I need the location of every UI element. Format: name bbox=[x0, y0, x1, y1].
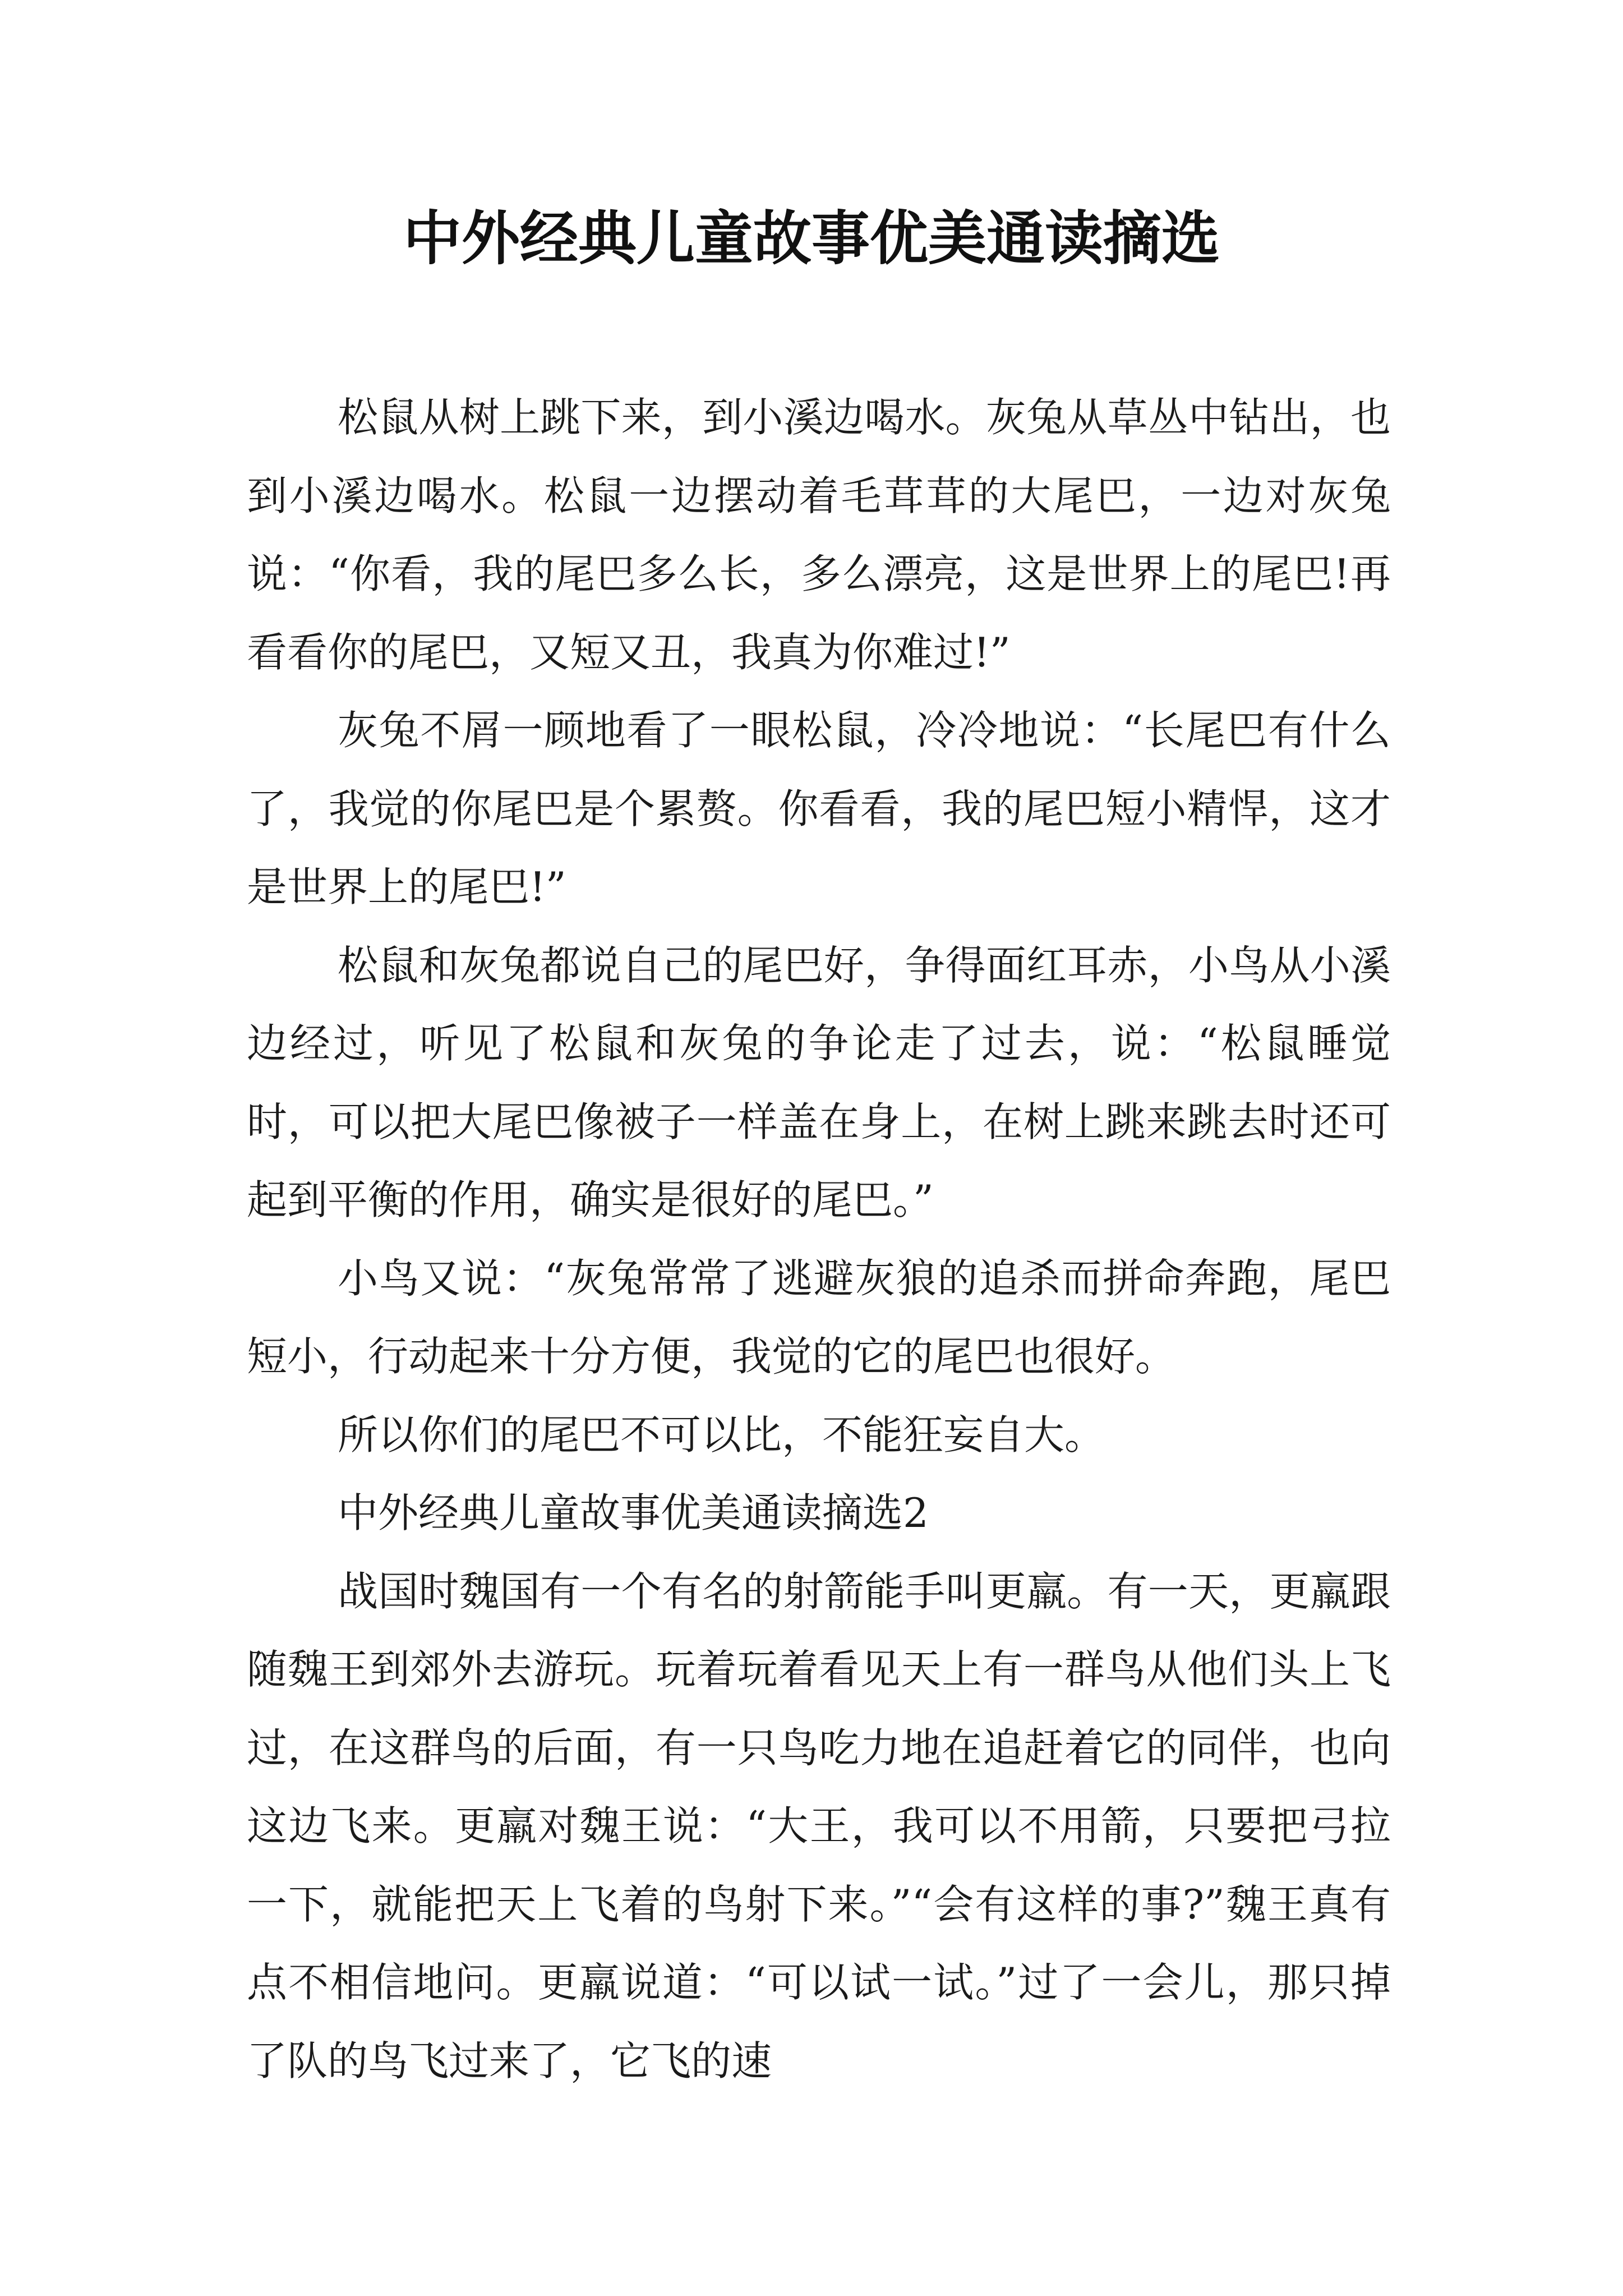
paragraph: 战国时魏国有一个有名的射箭能手叫更羸。有一天，更羸跟随魏王到郊外去游玩。玩着玩着看见天上有一群鸟从他们头上飞过，在这群鸟的后面，有一只鸟吃力地在追赶着它的同伴，也向这边飞来。更羸对魏王说：“大王，我可以不用箭，只要把弓拉一下，就能把天上飞着的鸟射下来。”“会有这样的事?”魏王真有点不相信地问。更羸说道：“可以试一试。”过了一会儿，那只掉了队的鸟飞过来了，它飞的速 bbox=[247, 1567, 1391, 2085]
paragraph: 灰兔不屑一顾地看了一眼松鼠，冷冷地说：“长尾巴有什么了，我觉的你尾巴是个累赘。你看看，我的尾巴短小精悍，这才是世界上的尾巴!” bbox=[247, 707, 1391, 910]
document-title: 中外经典儿童故事优美通读摘选 bbox=[403, 204, 1220, 273]
paragraph: 所以你们的尾巴不可以比，不能狂妄自大。 bbox=[338, 1411, 1105, 1458]
paragraph: 松鼠从树上跳下来，到小溪边喝水。灰兔从草丛中钻出，也到小溪边喝水。松鼠一边摆动着毛茸茸的大尾巴，一边对灰兔说：“你看，我的尾巴多么长，多么漂亮，这是世界上的尾巴!再看看你的尾巴，又短又丑，我真为你难过!” bbox=[247, 394, 1391, 676]
document-body bbox=[247, 379, 1391, 2100]
paragraph: 小鸟又说：“灰兔常常了逃避灰狼的追杀而拼命奔跑，尾巴短小，行动起来十分方便，我觉的它的尾巴也很好。 bbox=[247, 1254, 1391, 1380]
section-heading: 中外经典儿童故事优美通读摘选2 bbox=[338, 1489, 929, 1536]
paragraph: 松鼠和灰兔都说自己的尾巴好，争得面红耳赤，小鸟从小溪边经过，听见了松鼠和灰兔的争论走了过去，说：“松鼠睡觉时，可以把大尾巴像被子一样盖在身上，在树上跳来跳去时还可起到平衡的作用，确实是很好的尾巴。” bbox=[247, 941, 1391, 1223]
